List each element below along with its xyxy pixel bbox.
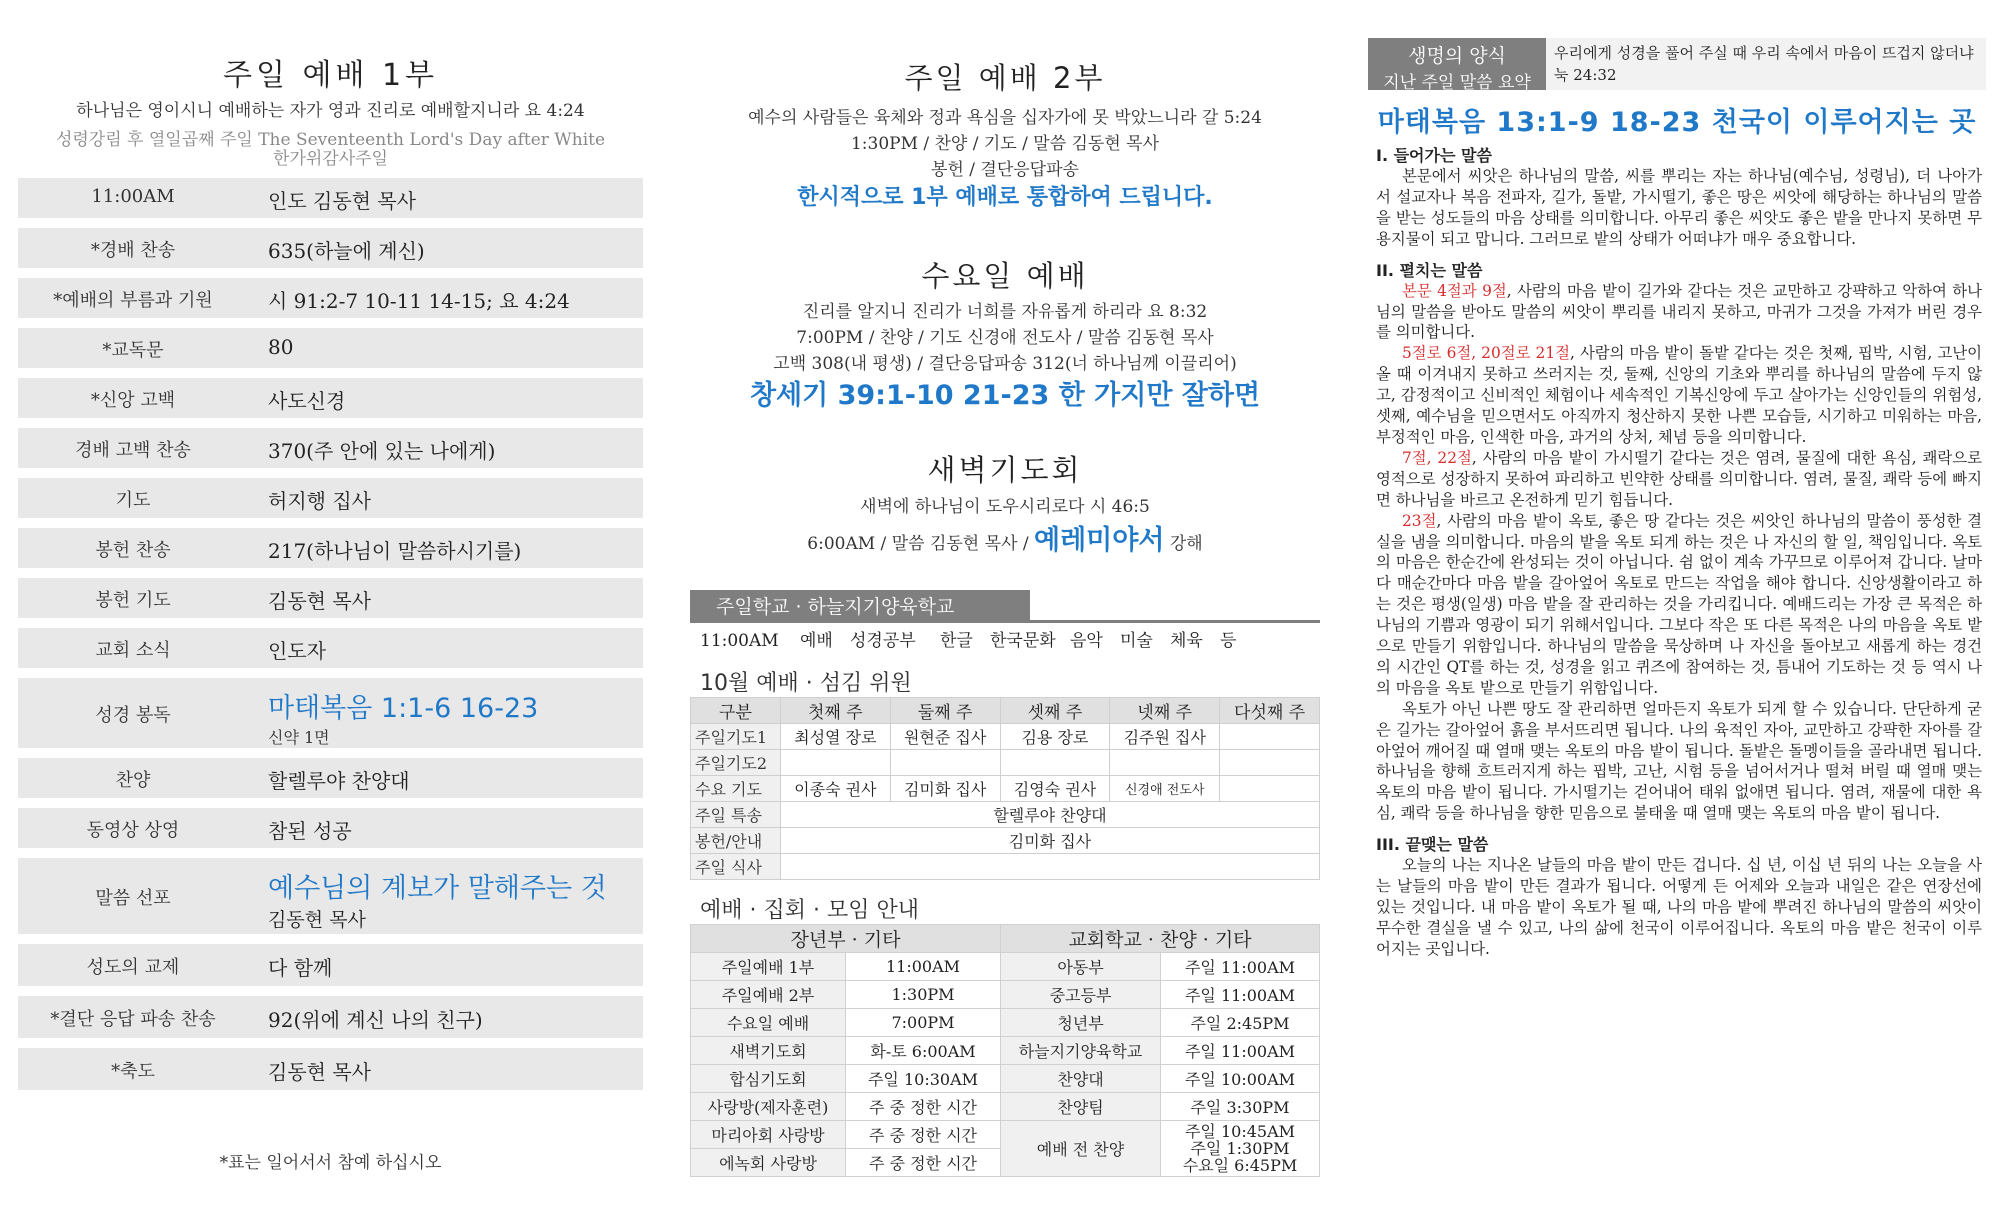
table-row: [691, 854, 1320, 880]
table-row: [691, 1093, 1320, 1121]
meeting-time: [1161, 1121, 1320, 1177]
order-label: 성경 봉독: [95, 705, 171, 726]
meetings-right-header: 교회학교 · 찬양 · 기타: [1001, 925, 1320, 953]
sermon-main: 예수님의 계보가 말해주는 것: [268, 873, 607, 904]
committee-cell: 주일기도2: [691, 750, 781, 776]
order-value: 허지행 집사: [268, 489, 371, 513]
meeting-time: 주일 11:00AM: [1161, 981, 1320, 1009]
sermon-block: [268, 866, 607, 932]
wednesday-verse: 진리를 알지니 진리가 너희를 자유롭게 하리라 요 8:32: [802, 302, 1208, 322]
paragraph-4: [1376, 448, 1982, 511]
school-item: 등: [1220, 631, 1237, 651]
order-label: 11:00AM: [91, 186, 175, 207]
order-label: 교회 소식: [95, 640, 171, 661]
committee-cell: [1220, 776, 1320, 802]
order-value: 다 함께: [268, 956, 333, 980]
order-value: 인도자: [268, 639, 326, 663]
sermon-title: 마태복음 13:1-9 18-23 천국이 이루어지는 곳: [1377, 107, 1977, 138]
committee-header: 구분: [691, 698, 781, 724]
order-label: 기도: [115, 490, 151, 511]
order-row: [18, 628, 643, 668]
table-row: [691, 1065, 1320, 1093]
wednesday-line2: 고백 308(내 평생) / 결단응답파송 312(너 하나님께 이끌리어): [773, 354, 1237, 374]
order-value: 시 91:2-7 10-11 14-15; 요 4:24: [268, 289, 570, 313]
wednesday-title: 수요일 예배: [921, 259, 1089, 293]
school-bar-rule: [690, 620, 1320, 623]
paragraph-3-text: , 사람의 마음 밭이 돌밭 같다는 것은 첫째, 핍박, 시험, 고난이 올 때 이겨내지 못하고 쓰러지는 것, 둘째, 신앙의 기초와 뿌리를 하나님의 말씀에 두지 않고, 감정적이고 신비적인 체험이나 세속적인 기복신앙에 두고 살아가는 신앙인들의 위험성, 셋째, 예수님을 믿으면서도 아직까지 청산하지 못한 나쁜 모습들, 시기하고 미워하는 마음, 부정적인 마음, 인색한 마음, 과거의 상처, 체념 등을 의미합니다.: [1376, 344, 1982, 446]
meeting-name: 수요일 예배: [691, 1009, 846, 1037]
sermon-note: 김동현 목사: [268, 909, 366, 931]
meeting-name: 청년부: [1001, 1009, 1161, 1037]
school-item: 한국문화: [990, 631, 1056, 651]
order-row: [18, 758, 643, 798]
scripture-main: 마태복음 1:1-6 16-23: [268, 693, 539, 724]
paragraph-6: 옥토가 아닌 나쁜 땅도 잘 관리하면 얼마든지 옥토가 되게 할 수 있습니다. 단단하게 굳은 길가는 갈아엎어 흙을 부서뜨리면 됩니다. 나의 육적인 자아, 교만하고 강퍅한 자아를 갈아엎어 깨어질 때 열매 맺는 옥토의 마음 밭이 됩니다. 돌밭은 돌멩이들을 골라내면 됩니다. 하나님을 향해 흐트러지게 하는 핍박, 고난, 시험 등을 넘어서거나 떨쳐 버릴 때 열매 맺는 옥토의 마음 밭이 됩니다. 가시떨기는 걷어내어 태워 없애면 됩니다. 염려, 재물에 대한 욕심, 쾌락 등을 하나님을 향한 믿음으로 불태울 때 열매 맺는 옥토의 마음 밭이 됩니다.: [1376, 699, 1982, 823]
order-row: [18, 808, 643, 848]
order-value: 참된 성공: [268, 819, 352, 843]
order-value: 217(하나님이 말씀하시기를): [268, 539, 522, 563]
school-item: 한글: [940, 631, 973, 651]
order-row: [18, 528, 643, 568]
table-row: [691, 1037, 1320, 1065]
committee-cell: 봉헌/안내: [691, 828, 781, 854]
order-row: [18, 278, 643, 318]
sermon-header-quote: 우리에게 성경을 풀어 주실 때 우리 속에서 마음이 뜨겁지 않더냐 눅 24:32: [1546, 38, 1986, 90]
meeting-time: 11:00AM: [846, 953, 1001, 981]
dawn-line: [690, 518, 1320, 557]
committee-cell: 이종숙 권사: [780, 776, 890, 802]
meetings-table: [690, 924, 1320, 1177]
meeting-time: 화-토 6:00AM: [846, 1037, 1001, 1065]
sermon-header-box: [1368, 38, 1546, 93]
order-label: *결단 응답 파송 찬송: [50, 1009, 216, 1030]
meeting-name: 찬양대: [1001, 1065, 1161, 1093]
committee-header: 셋째 주: [1000, 698, 1110, 724]
order-label: 경배 고백 찬송: [75, 440, 191, 461]
meeting-time: 주일 11:00AM: [1161, 1037, 1320, 1065]
paragraph-7: 오늘의 나는 지나온 날들의 마음 밭이 만든 겁니다. 십 년, 이십 년 뒤의 나는 오늘을 사는 날들의 마음 밭이 만든 결과가 됩니다. 어떻게 든 어제와 오늘과 내일은 같은 연장선에 있는 것입니다. 내 마음 밭이 옥토가 될 때, 나의 마음 밭에 뿌려진 하나님의 말씀의 씨앗이 무수한 결실을 낼 수 있고, 나의 삶에 천국이 이루어집니다. 옥토의 마음 밭은 천국이 이루어지는 곳입니다.: [1376, 856, 1982, 958]
paragraph-3: [1376, 343, 1982, 448]
meeting-name: 에녹회 사랑방: [691, 1149, 846, 1177]
committee-header: 둘째 주: [890, 698, 1000, 724]
service1-subtitle: 성령강림 후 열일곱째 주일 The Seventeenth Lord's Day after White: [55, 130, 606, 150]
order-value: 635(하늘에 계신): [268, 239, 425, 263]
school-items: [700, 626, 1320, 651]
committee-header: 첫째 주: [780, 698, 890, 724]
paragraph-5-text: , 사람의 마음 밭이 옥토, 좋은 땅 같다는 것은 씨앗인 하나님의 말씀이 풍성한 결실을 냄을 의미합니다. 마음의 밭을 옥토 되게 하는 것은 나 자신의 할 일, 책임입니다. 옥토의 마음은 한순간에 완성되는 것이 아닙니다. 쉼 없이 계속 가꾸므로 이루어져 갑니다. 날마다 매순간마다 마음 밭을 갈아엎어 옥토로 만드는 작업을 해야 합니다. 신앙생활이라고 하는 것은 평생(일생) 마음 밭을 잘 관리하는 것을 가리킵니다. 예배드리는 가장 큰 목적은 하나님의 기쁨과 영광이 되기 위해서입니다. 그보다 작은 또 다른 목적은 나의 마음을 옥토 밭으로 만들기 위함입니다. 하나님의 말씀을 묵상하며 나 자신을 돌아보고 새롭게 하는 경건의 시간인 QT를 하는 것, 성경을 읽고 퀴즈에 참여하는 것, 틈내어 기도하는 것 등 역시 나의 마음을 옥토 밭으로 만들기 위함입니다.: [1376, 511, 1982, 697]
paragraph-4-text: , 사람의 마음 밭이 가시떨기 같다는 것은 염려, 물질에 대한 욕심, 쾌락으로 영적으로 성장하지 못하여 파리하고 빈약한 상태를 의미합니다. 염려, 물질, 쾌락 등에 빠지면 하나님을 바르고 온전하게 믿기 힘듭니다.: [1376, 448, 1982, 509]
committee-cell: [1220, 750, 1320, 776]
section-body-heading: II. 펼치는 말씀: [1376, 260, 1483, 280]
meeting-time: 주일 10:30AM: [846, 1065, 1001, 1093]
committee-header: 다섯째 주: [1220, 698, 1320, 724]
committee-title: 10월 예배 · 섬김 위원: [700, 671, 912, 696]
paragraph-5-ref: 23절: [1402, 511, 1437, 530]
dawn-title: 새벽기도회: [927, 453, 1083, 487]
order-row: [18, 178, 643, 218]
committee-table: [690, 697, 1320, 880]
order-label: 성도의 교제: [86, 957, 180, 978]
order-label: 동영상 상영: [86, 820, 180, 841]
meeting-name: 중고등부: [1001, 981, 1161, 1009]
meeting-name: 하늘지기양육학교: [1001, 1037, 1161, 1065]
committee-cell: [890, 750, 1000, 776]
service2-line1: 1:30PM / 찬양 / 기도 / 말씀 김동현 목사: [850, 134, 1160, 154]
paragraph-2: [1376, 281, 1982, 344]
paragraph-2-ref: 본문 4절과 9절: [1402, 281, 1507, 300]
paragraph-4-ref: 7절, 22절: [1402, 448, 1472, 467]
order-value: 92(위에 계신 나의 친구): [268, 1008, 483, 1032]
table-row: [691, 802, 1320, 828]
order-value: 80: [268, 335, 294, 359]
meetings-title: 예배 · 집회 · 모임 안내: [700, 898, 919, 923]
table-row: [691, 750, 1320, 776]
service1-verse: 하나님은 영이시니 예배하는 자가 영과 진리로 예배할지니라 요 4:24: [76, 101, 585, 121]
order-row: [18, 378, 643, 418]
order-label: *축도: [111, 1061, 155, 1082]
order-label: *예배의 부름과 기원: [53, 290, 213, 311]
service2-title: 주일 예배 2부: [904, 61, 1106, 95]
dawn-book: 예레미야서: [1034, 525, 1165, 556]
meeting-name: 예배 전 찬양: [1001, 1121, 1161, 1177]
order-value: 370(주 안에 있는 나에게): [268, 439, 496, 463]
committee-cell: [1110, 750, 1220, 776]
meeting-time: 1:30PM: [846, 981, 1001, 1009]
school-item: 체육: [1170, 631, 1203, 651]
school-item: 예배: [800, 631, 833, 651]
order-label: 봉헌 찬송: [95, 540, 171, 561]
committee-cell: 김미화 집사: [780, 828, 1319, 854]
column-sermon-summary: [1368, 0, 1986, 1213]
scripture-note: 신약 1면: [268, 728, 330, 747]
service2-verse: 예수의 사람들은 육체와 정과 욕심을 십자가에 못 박았느니라 갈 5:24: [748, 108, 1262, 128]
order-row: [18, 944, 643, 986]
meeting-time: 주 중 정한 시간: [846, 1121, 1001, 1149]
committee-cell: 주일 특송: [691, 802, 781, 828]
sermon-header-title: 생명의 양식: [1408, 45, 1506, 67]
meeting-time: 주일 11:00AM: [1161, 953, 1320, 981]
meeting-name: 새벽기도회: [691, 1037, 846, 1065]
school-item: 미술: [1120, 631, 1153, 651]
order-label: *교독문: [102, 340, 164, 361]
paragraph-1: 본문에서 씨앗은 하나님의 말씀, 씨를 뿌리는 자는 하나님(예수님, 성령님), 더 나아가서 설교자나 복음 전파자, 길가, 돌밭, 가시떨기, 좋은 땅은 씨앗에 해당하는 하나님의 말씀을 받는 성도들의 마음 상태를 의미합니다. 아무리 좋은 씨앗도 좋은 밭을 만나지 못하면 무용지물이 되고 맙니다. 그러므로 밭의 상태가 어떠냐가 매우 중요합니다.: [1376, 167, 1982, 248]
section-closing-heading: III. 끝맺는 말씀: [1376, 835, 1489, 855]
order-label: 찬양: [115, 770, 151, 791]
dawn-line-post: 강해: [1169, 534, 1203, 554]
order-label: 봉헌 기도: [95, 590, 171, 611]
column-services: [690, 0, 1320, 1213]
school-item: 11:00AM: [700, 631, 779, 651]
school-bar: 주일학교 · 하늘지기양육학교: [690, 590, 1030, 620]
meeting-time: 주일 2:45PM: [1161, 1009, 1320, 1037]
sermon-body: [1376, 143, 1982, 960]
column-sunday-service-1: [18, 0, 643, 1213]
committee-cell: 최성열 장로: [780, 724, 890, 750]
meeting-name: 주일예배 1부: [691, 953, 846, 981]
order-row: [18, 678, 643, 748]
meeting-time: 주 중 정한 시간: [846, 1149, 1001, 1177]
order-value: 사도신경: [268, 389, 346, 413]
committee-cell: 김용 장로: [1000, 724, 1110, 750]
order-row: [18, 428, 643, 468]
paragraph-5: [1376, 511, 1982, 699]
meeting-time: 7:00PM: [846, 1009, 1001, 1037]
pre-worship-time: 주일 1:30PM: [1190, 1139, 1290, 1158]
order-label: *경배 찬송: [90, 240, 176, 261]
meeting-name: 합심기도회: [691, 1065, 846, 1093]
meetings-left-header: 장년부 · 기타: [691, 925, 1001, 953]
table-row: [691, 828, 1320, 854]
order-row: [18, 228, 643, 268]
meeting-time: 주일 3:30PM: [1161, 1093, 1320, 1121]
meeting-name: 아동부: [1001, 953, 1161, 981]
service2-notice: 한시적으로 1부 예배로 통합하여 드립니다.: [797, 185, 1213, 210]
service2-line2: 봉헌 / 결단응답파송: [931, 160, 1079, 180]
committee-cell: 원현준 집사: [890, 724, 1000, 750]
wednesday-line1: 7:00PM / 찬양 / 기도 신경애 전도사 / 말씀 김동현 목사: [796, 328, 1214, 348]
committee-cell: 주일 식사: [691, 854, 781, 880]
dawn-verse: 새벽에 하나님이 도우시리로다 시 46:5: [860, 497, 1150, 517]
order-label: 말씀 선포: [95, 888, 171, 909]
committee-cell: 할렐루야 찬양대: [780, 802, 1319, 828]
table-row: [691, 776, 1320, 802]
order-row: [18, 1048, 643, 1090]
committee-header: 넷째 주: [1110, 698, 1220, 724]
order-row: [18, 578, 643, 618]
committee-cell: 수요 기도: [691, 776, 781, 802]
table-row: [691, 1009, 1320, 1037]
committee-cell: 신경애 전도사: [1110, 776, 1220, 802]
table-row: [691, 724, 1320, 750]
pre-worship-time: 주일 10:45AM: [1184, 1122, 1296, 1141]
service1-subtitle-2: 한가위감사주일: [273, 149, 388, 169]
committee-cell: 주일기도1: [691, 724, 781, 750]
committee-cell: 김영숙 권사: [1000, 776, 1110, 802]
order-value: 김동현 목사: [268, 589, 371, 613]
meeting-time: 주 중 정한 시간: [846, 1093, 1001, 1121]
wednesday-sermon: 창세기 39:1-10 21-23 한 가지만 잘하면: [749, 380, 1261, 411]
order-label: *신앙 고백: [90, 390, 176, 411]
pre-worship-time: 수요일 6:45PM: [1182, 1156, 1298, 1175]
scripture-block: [268, 686, 538, 748]
order-value: 김동현 목사: [268, 1060, 371, 1084]
standing-footnote: *표는 일어서서 참예 하십시오: [219, 1153, 442, 1173]
committee-cell: 김주원 집사: [1110, 724, 1220, 750]
meeting-name: 마리아회 사랑방: [691, 1121, 846, 1149]
order-row: [18, 328, 643, 368]
committee-cell: [780, 750, 890, 776]
school-item: 성경공부: [850, 631, 916, 651]
section-intro-heading: I. 들어가는 말씀: [1376, 146, 1492, 165]
table-row: [691, 953, 1320, 981]
service1-title: 주일 예배 1부: [222, 58, 439, 93]
committee-cell: [780, 854, 1319, 880]
meeting-name: 사랑방(제자훈련): [691, 1093, 846, 1121]
table-row: [691, 981, 1320, 1009]
meeting-name: 주일예배 2부: [691, 981, 846, 1009]
order-row: [18, 996, 643, 1038]
committee-cell: [1220, 724, 1320, 750]
school-item: 음악: [1070, 631, 1103, 651]
order-row: [18, 858, 643, 934]
order-row: [18, 478, 643, 518]
sermon-header-sub: 지난 주일 말씀 요약: [1383, 73, 1531, 93]
meeting-name: 찬양팀: [1001, 1093, 1161, 1121]
meeting-time: 주일 10:00AM: [1161, 1065, 1320, 1093]
paragraph-3-ref: 5절로 6절, 20절로 21절: [1402, 344, 1570, 363]
committee-cell: 김미화 집사: [890, 776, 1000, 802]
table-row: [691, 1121, 1320, 1149]
committee-cell: [1000, 750, 1110, 776]
dawn-line-pre: 6:00AM / 말씀 김동현 목사 /: [807, 534, 1029, 554]
order-value: 할렐루야 찬양대: [268, 769, 410, 793]
paragraph-2-text: , 사람의 마음 밭이 길가와 같다는 것은 교만하고 강퍅하고 악하여 하나님의 말씀을 받아도 말씀의 씨앗이 뿌리를 내리지 못하고, 마귀가 그것을 가져가 버린 경우를 의미합니다.: [1376, 281, 1982, 342]
order-value: 인도 김동현 목사: [268, 189, 416, 213]
